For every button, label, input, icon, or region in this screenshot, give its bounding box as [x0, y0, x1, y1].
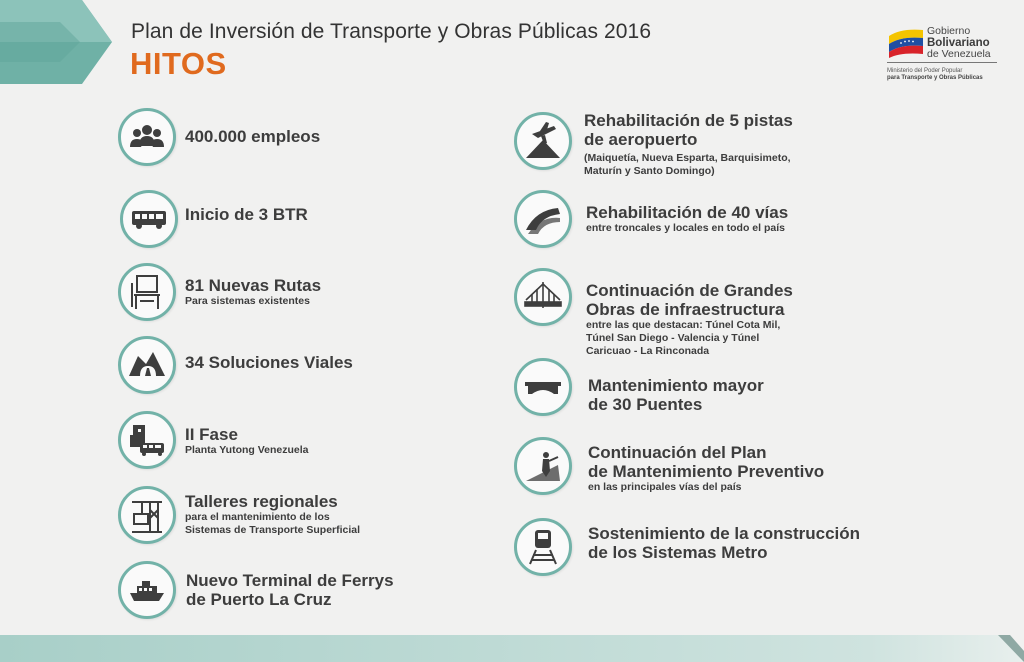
item-title-line: de 30 Puentes	[588, 395, 703, 414]
logo-divider	[887, 62, 997, 63]
bus-icon	[120, 190, 178, 248]
bridge-icon	[514, 358, 572, 416]
item-subtitle: Para sistemas existentes	[185, 295, 310, 307]
people-icon	[118, 108, 176, 166]
logo-ministry-line1: Ministerio del Poder Popular	[887, 68, 963, 74]
item-title: II Fase	[185, 425, 238, 444]
item-subtitle-line: entre las que destacan: Túnel Cota Mil,	[586, 319, 781, 331]
ferry-icon	[118, 561, 176, 619]
item-title-line: Obras de infraestructura	[586, 300, 785, 319]
item-subtitle-line: Túnel San Diego - Valencia y Túnel	[586, 332, 760, 344]
item-title: Rehabilitación de 40 vías	[586, 203, 789, 222]
logo-text-gobierno: Gobierno	[927, 25, 971, 37]
factory-bus-icon	[118, 411, 176, 469]
metro-train-icon	[514, 518, 572, 576]
item-subtitle-line: Maturín y Santo Domingo)	[584, 165, 715, 177]
item-subtitle-line: Caricuao - La Rinconada	[586, 345, 710, 357]
page-subtitle: HITOS	[130, 46, 227, 81]
item-title-line: Rehabilitación de 5 pistas	[584, 111, 793, 130]
item-title-line: Continuación del Plan	[588, 443, 767, 462]
item-title-line: Sostenimiento de la construcción	[588, 524, 861, 543]
item-subtitle-line: para el mantenimiento de los	[185, 511, 330, 523]
suspension-bridge-icon	[514, 268, 572, 326]
crane-workshop-icon	[118, 486, 176, 544]
tunnel-road-icon	[118, 336, 176, 394]
airplane-icon	[514, 112, 572, 170]
item-subtitle-line: (Maiquetía, Nueva Esparta, Barquisimeto,	[584, 152, 791, 164]
highway-icon	[514, 190, 572, 248]
item-title: Talleres regionales	[185, 492, 338, 511]
item-subtitle: Planta Yutong Venezuela	[185, 444, 309, 456]
logo-text-bolivariano: Bolivariano	[927, 37, 990, 49]
item-subtitle: en las principales vías del país	[588, 481, 742, 493]
item-title: 81 Nuevas Rutas	[185, 276, 322, 295]
corner-arrow-graphic	[0, 0, 112, 84]
item-title-line: de los Sistemas Metro	[588, 543, 768, 562]
item-title-line: Mantenimiento mayor	[588, 376, 764, 395]
venezuela-flag-icon	[887, 26, 925, 58]
item-title-line: Nuevo Terminal de Ferrys	[186, 571, 394, 590]
logo-ministry-line2: para Transporte y Obras Públicas	[887, 75, 983, 81]
item-title-line: de aeropuerto	[584, 130, 698, 149]
footer-bar	[0, 633, 1024, 662]
item-subtitle: entre troncales y locales en todo el país	[586, 222, 785, 234]
item-title: 400.000 empleos	[185, 127, 321, 146]
government-logo	[887, 16, 1012, 86]
item-title: 34 Soluciones Viales	[185, 353, 353, 372]
item-subtitle-line: Sistemas de Transporte Superficial	[185, 524, 361, 536]
road-worker-icon	[514, 437, 572, 495]
item-title-line: de Mantenimiento Preventivo	[588, 462, 825, 481]
bus-stop-icon	[118, 263, 176, 321]
item-title-line: Continuación de Grandes	[586, 281, 793, 300]
logo-text-venezuela: de Venezuela	[927, 48, 991, 60]
item-title-line: de Puerto La Cruz	[186, 590, 332, 609]
page-title: Plan de Inversión de Transporte y Obras Públicas 2016	[131, 20, 652, 43]
item-title: Inicio de 3 BTR	[185, 205, 308, 224]
